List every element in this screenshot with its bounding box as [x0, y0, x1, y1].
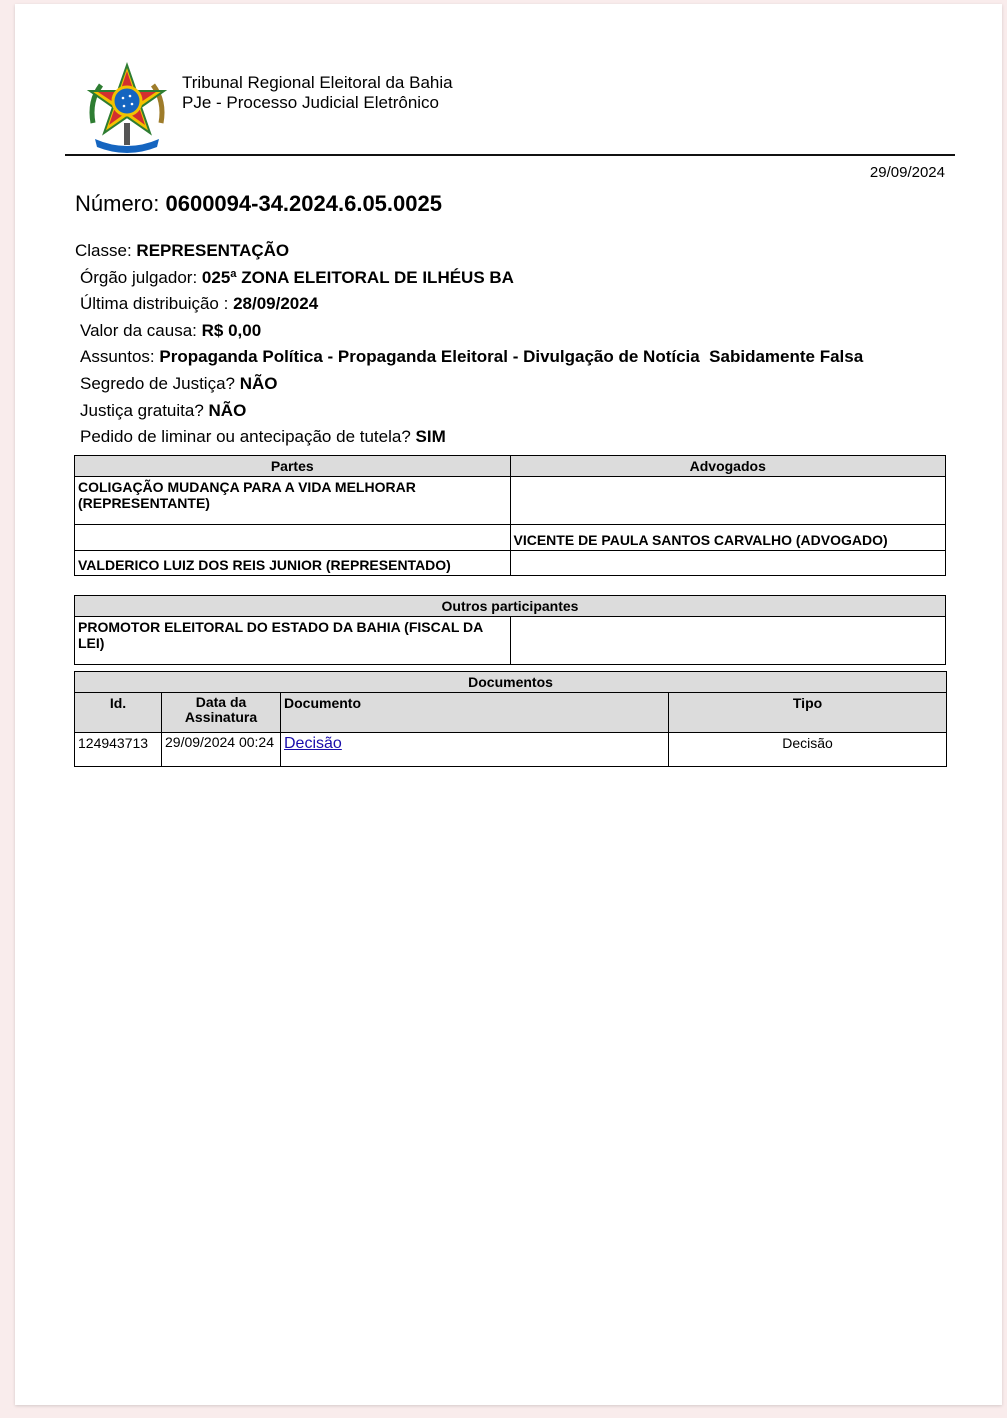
documentos-header: Documentos [75, 672, 947, 693]
advogado-cell: VICENTE DE PAULA SANTOS CARVALHO (ADVOGADO) [510, 525, 946, 551]
advogado-cell [510, 551, 946, 576]
field-assuntos [75, 344, 863, 371]
system-name: PJe - Processo Judicial Eletrônico [182, 93, 440, 112]
orgao-label: Órgão julgador: [80, 267, 198, 287]
classe-value: REPRESENTAÇÃO [136, 241, 290, 260]
court-name: Tribunal Regional Eleitoral da Bahia [182, 73, 453, 92]
field-segredo [75, 371, 863, 398]
table-row [75, 551, 946, 576]
document-page [15, 4, 1002, 1405]
participante-cell: PROMOTOR ELEITORAL DO ESTADO DA BAHIA (FISCAL DA LEI) [75, 617, 511, 665]
process-fields [75, 238, 863, 451]
decisao-document-link[interactable]: Decisão [284, 735, 342, 752]
numero-value: 0600094-34.2024.6.05.0025 [165, 191, 442, 216]
documentos-table [74, 671, 947, 767]
header-divider [65, 154, 955, 156]
doc-id-cell: 124943713 [75, 733, 162, 767]
court-header [182, 73, 453, 113]
field-valor [75, 318, 863, 345]
table-row [75, 617, 946, 665]
segredo-label: Segredo de Justiça? [80, 373, 235, 393]
classe-label: Classe: [75, 241, 132, 260]
doc-tipo-cell: Decisão [669, 733, 947, 767]
gratuita-label: Justiça gratuita? [80, 400, 204, 420]
col-documento: Documento [281, 693, 669, 733]
parte-cell [75, 525, 511, 551]
col-id: Id. [75, 693, 162, 733]
outros-participantes-table [74, 595, 946, 665]
distribuicao-label: Última distribuição : [80, 294, 229, 314]
col-tipo: Tipo [669, 693, 947, 733]
field-distribuicao [75, 291, 863, 318]
assuntos-label: Assuntos: [80, 347, 155, 367]
table-row [75, 525, 946, 551]
valor-label: Valor da causa: [80, 320, 197, 340]
outros-header: Outros participantes [75, 596, 946, 617]
segredo-value: NÃO [239, 373, 278, 393]
numero-label: Número: [75, 191, 160, 216]
doc-data-cell: 29/09/2024 00:24 [162, 733, 281, 767]
partes-header: Partes [75, 456, 511, 477]
partes-table [74, 455, 946, 576]
brazil-coat-of-arms-icon [85, 61, 169, 157]
partes-header-row [75, 456, 946, 477]
process-number [75, 191, 442, 217]
table-row [75, 733, 947, 767]
parte-cell: COLIGAÇÃO MUDANÇA PARA A VIDA MELHORAR (REPRESENTANTE) [75, 477, 511, 525]
outros-header-row [75, 596, 946, 617]
orgao-value: 025ª ZONA ELEITORAL DE ILHÉUS BA [201, 267, 514, 287]
distribuicao-value: 28/09/2024 [233, 294, 319, 314]
field-orgao [75, 265, 863, 292]
col-data: Data da Assinatura [162, 693, 281, 733]
field-liminar [75, 424, 863, 451]
advogado-cell [510, 477, 946, 525]
field-gratuita [75, 398, 863, 425]
participante-extra-cell [510, 617, 946, 665]
document-date: 29/09/2024 [869, 164, 945, 181]
doc-documento-cell [281, 733, 669, 767]
documentos-columns-row [75, 693, 947, 733]
table-row [75, 477, 946, 525]
documentos-title-row [75, 672, 947, 693]
liminar-value: SIM [415, 427, 446, 447]
advogados-header: Advogados [510, 456, 946, 477]
liminar-label: Pedido de liminar ou antecipação de tutela? [80, 427, 411, 447]
parte-cell: VALDERICO LUIZ DOS REIS JUNIOR (REPRESENTADO) [75, 551, 511, 576]
valor-value: R$ 0,00 [201, 320, 262, 340]
field-classe [75, 238, 863, 265]
assuntos-value: Propaganda Política - Propaganda Eleitoral - Divulgação de Notícia Sabidamente Falsa [159, 347, 864, 367]
gratuita-value: NÃO [208, 400, 247, 420]
